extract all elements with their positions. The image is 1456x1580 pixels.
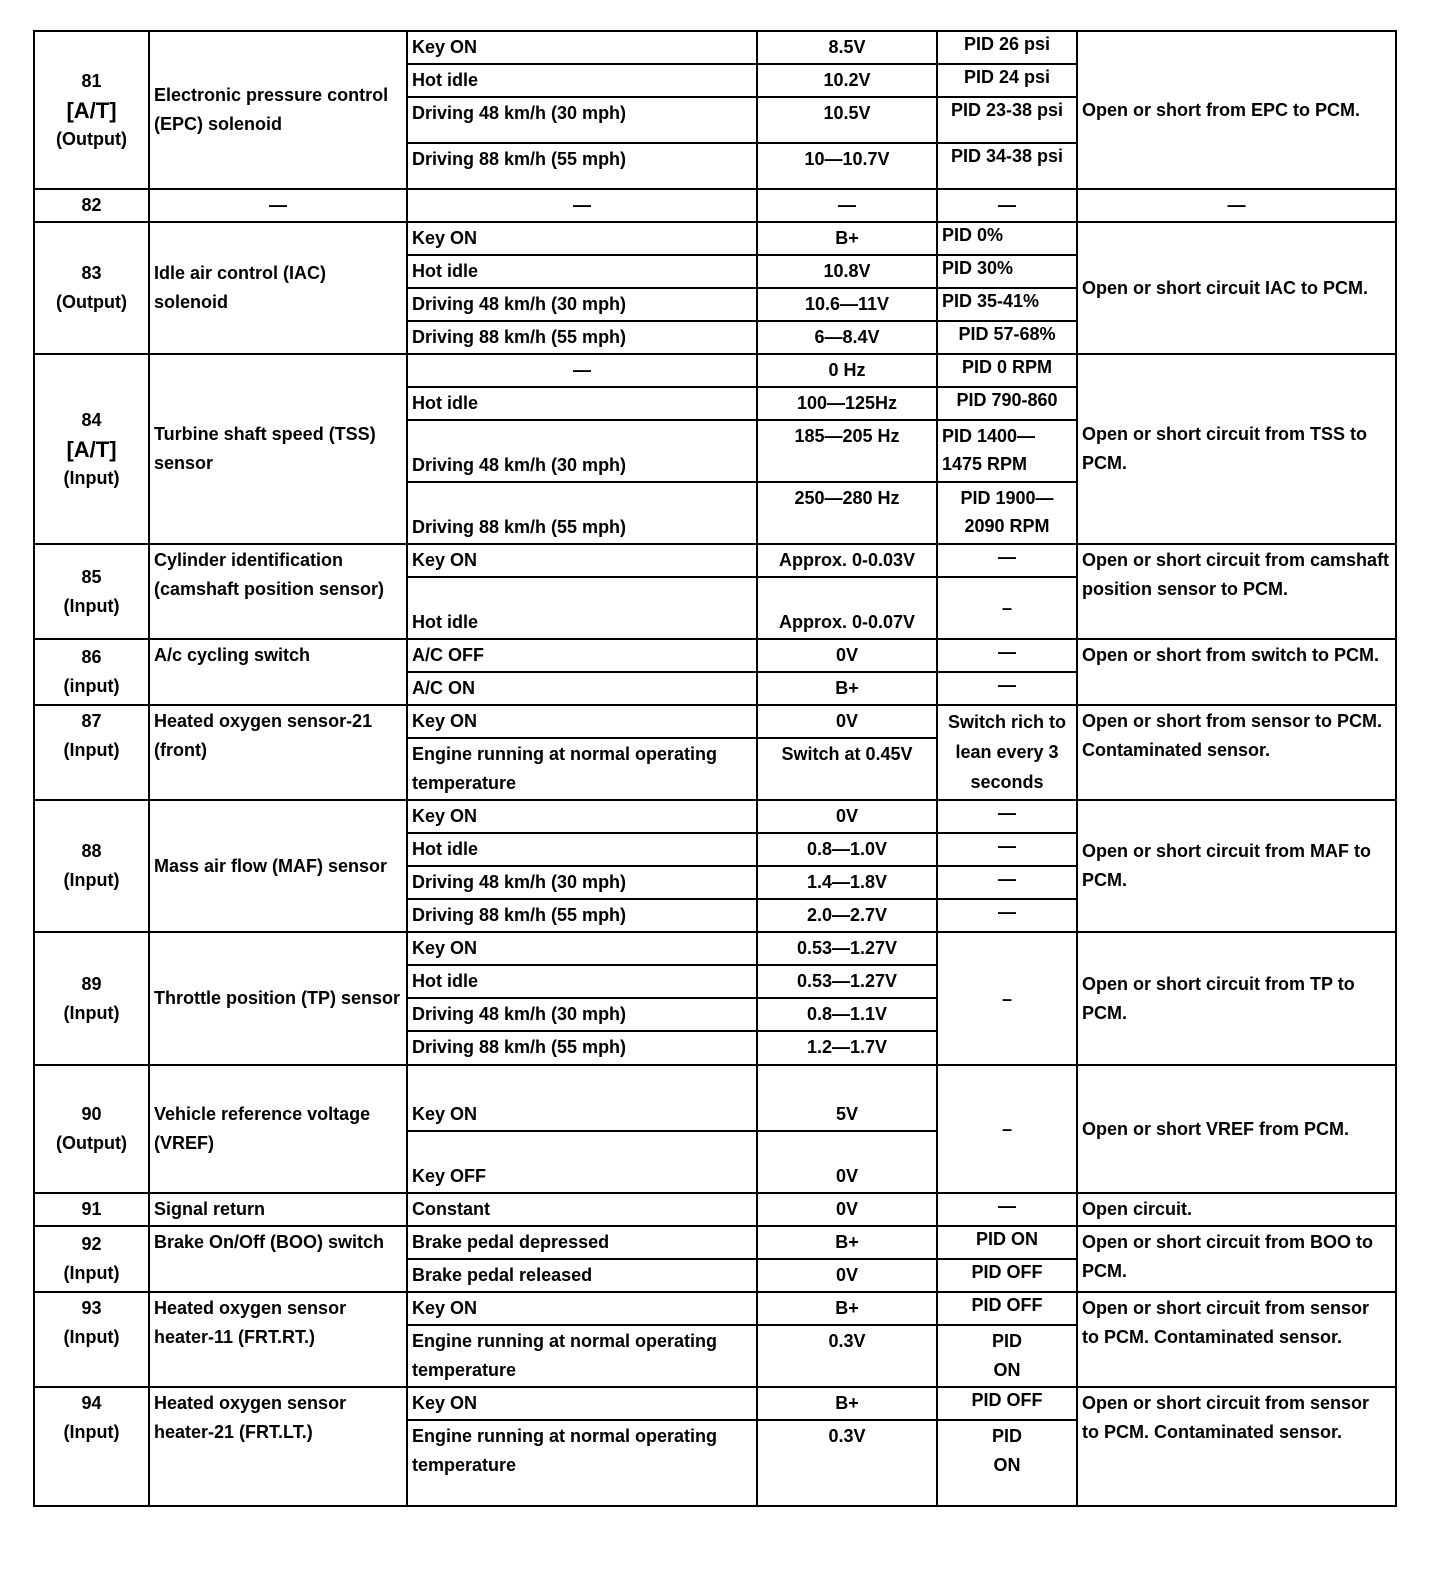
pin-io: (Output)	[56, 292, 127, 312]
pid-value: Switch rich to lean every 3 seconds	[937, 705, 1077, 800]
voltage: 0.53—1.27V	[757, 965, 937, 998]
pid-value: —	[937, 544, 1077, 577]
table-row	[34, 544, 1396, 577]
pid-value: PID 790-860	[937, 387, 1077, 420]
pid-value: PID ON	[937, 1226, 1077, 1259]
pid-value: —	[937, 899, 1077, 932]
pid-value: PID 0%	[937, 222, 1077, 255]
condition: Engine running at normal operating temperature	[407, 738, 757, 800]
pin-io: (Input)	[63, 1263, 120, 1283]
pin-cell	[34, 1226, 149, 1292]
frequency: 0 Hz	[757, 354, 937, 387]
pin-cell	[34, 1292, 149, 1387]
pid-value: –	[937, 932, 1077, 1065]
voltage: 0.8—1.0V	[757, 833, 937, 866]
voltage: 0.53—1.27V	[757, 932, 937, 965]
condition: Driving 48 km/h (30 mph)	[407, 288, 757, 321]
condition: Key ON	[407, 1065, 757, 1131]
pid-value: PID OFF	[937, 1387, 1077, 1420]
condition: Brake pedal released	[407, 1259, 757, 1292]
pin-cell	[34, 639, 149, 705]
voltage: 10.8V	[757, 255, 937, 288]
pid-value: —	[937, 672, 1077, 705]
pid-value: PID 0 RPM	[937, 354, 1077, 387]
condition: Driving 48 km/h (30 mph)	[407, 420, 757, 482]
voltage: 0.3V	[757, 1325, 937, 1387]
voltage: B+	[757, 1387, 937, 1420]
condition: Engine running at normal operating temperature	[407, 1420, 757, 1506]
signal-name: Idle air control (IAC) solenoid	[149, 222, 407, 354]
pid-value: PID 23-38 psi	[937, 97, 1077, 143]
pid-value: —	[937, 189, 1077, 222]
pin-table	[33, 30, 1397, 1507]
pin-io: (Input)	[63, 1327, 120, 1347]
signal-name: Heated oxygen sensor-21 (front)	[149, 705, 407, 800]
pid-value: PID 24 psi	[937, 64, 1077, 97]
table-row	[34, 31, 1396, 64]
table-row	[34, 1065, 1396, 1131]
pin-number: 92	[81, 1234, 102, 1254]
voltage: Approx. 0-0.03V	[757, 544, 937, 577]
condition: Constant	[407, 1193, 757, 1226]
pin-tag: [A/T]	[66, 97, 117, 123]
table-row	[34, 705, 1396, 738]
table-row	[34, 1193, 1396, 1226]
condition: Key ON	[407, 544, 757, 577]
voltage: 0V	[757, 1193, 937, 1226]
pin-number: 87	[81, 711, 102, 731]
pin-cell	[34, 1065, 149, 1193]
voltage: 10.5V	[757, 97, 937, 143]
pin-io: (Input)	[63, 1002, 120, 1023]
table-row	[34, 1387, 1396, 1420]
pin-number: 90	[81, 1104, 102, 1124]
condition: Key ON	[407, 1292, 757, 1325]
pid-value: PID OFF	[937, 1259, 1077, 1292]
condition: Driving 88 km/h (55 mph)	[407, 143, 757, 189]
pid-value: PID 57-68%	[937, 321, 1077, 354]
pin-io: (Input)	[63, 1422, 120, 1442]
pid-value: –	[937, 1065, 1077, 1193]
voltage: 1.2—1.7V	[757, 1031, 937, 1065]
frequency: 250—280 Hz	[757, 482, 937, 544]
condition: Key ON	[407, 222, 757, 255]
signal-name: —	[149, 189, 407, 222]
table-row	[34, 932, 1396, 965]
signal-name: Electronic pressure control (EPC) solenoid	[149, 31, 407, 189]
pin-cell	[34, 932, 149, 1065]
pin-cell	[34, 222, 149, 354]
voltage: 0V	[757, 800, 937, 833]
pin-number: 82	[34, 189, 149, 222]
pin-io: (Input)	[63, 740, 120, 760]
pin-cell	[34, 544, 149, 639]
condition: —	[407, 189, 757, 222]
pin-cell	[34, 1387, 149, 1506]
pin-number: 93	[81, 1298, 102, 1318]
voltage: Switch at 0.45V	[757, 738, 937, 800]
possible-cause: Open or short VREF from PCM.	[1077, 1065, 1396, 1193]
voltage: Approx. 0-0.07V	[757, 577, 937, 639]
pin-number: 91	[34, 1193, 149, 1226]
condition: Driving 88 km/h (55 mph)	[407, 482, 757, 544]
voltage: B+	[757, 672, 937, 705]
voltage: 10.2V	[757, 64, 937, 97]
table-row	[34, 1226, 1396, 1259]
condition: Hot idle	[407, 64, 757, 97]
frequency: 100—125Hz	[757, 387, 937, 420]
pid-value: PID ON	[937, 1325, 1077, 1387]
pin-cell	[34, 800, 149, 932]
pid-value: PID 1400—1475 RPM	[937, 420, 1077, 482]
table-row	[34, 800, 1396, 833]
possible-cause: Open circuit.	[1077, 1193, 1396, 1226]
possible-cause: Open or short circuit from TSS to PCM.	[1077, 354, 1396, 544]
condition: A/C ON	[407, 672, 757, 705]
pin-cell	[34, 354, 149, 544]
signal-name: Heated oxygen sensor heater-21 (FRT.LT.)	[149, 1387, 407, 1506]
pin-tag: [A/T]	[66, 436, 117, 462]
pin-io: (Input)	[63, 467, 120, 488]
voltage: 10.6—11V	[757, 288, 937, 321]
voltage: 8.5V	[757, 31, 937, 64]
signal-name: Signal return	[149, 1193, 407, 1226]
possible-cause: Open or short from sensor to PCM. Contaminated sensor.	[1077, 705, 1396, 800]
pin-number: 81	[81, 70, 102, 91]
condition: Driving 88 km/h (55 mph)	[407, 899, 757, 932]
table-row	[34, 639, 1396, 672]
condition: Driving 48 km/h (30 mph)	[407, 97, 757, 143]
condition: A/C OFF	[407, 639, 757, 672]
pid-value: PID 1900—2090 RPM	[937, 482, 1077, 544]
table-row	[34, 354, 1396, 387]
voltage: —	[757, 189, 937, 222]
signal-name: Vehicle reference voltage (VREF)	[149, 1065, 407, 1193]
pin-io: (Output)	[56, 1133, 127, 1153]
voltage: 0V	[757, 1131, 937, 1193]
condition: Hot idle	[407, 965, 757, 998]
condition: Driving 88 km/h (55 mph)	[407, 321, 757, 354]
condition: Hot idle	[407, 255, 757, 288]
possible-cause: Open or short circuit from MAF to PCM.	[1077, 800, 1396, 932]
pin-number: 88	[81, 841, 102, 861]
table-row	[34, 1292, 1396, 1325]
pid-value: —	[937, 800, 1077, 833]
voltage: 10—10.7V	[757, 143, 937, 189]
possible-cause: Open or short from EPC to PCM.	[1077, 31, 1396, 189]
pin-number: 89	[81, 973, 102, 994]
pid-value: PID ON	[937, 1420, 1077, 1506]
pin-io: (Input)	[63, 595, 120, 616]
condition: Key ON	[407, 31, 757, 64]
voltage: 0V	[757, 705, 937, 738]
pid-value: —	[937, 833, 1077, 866]
pid-value: —	[937, 639, 1077, 672]
condition: Driving 48 km/h (30 mph)	[407, 998, 757, 1031]
pin-number: 94	[81, 1393, 102, 1413]
pin-number: 84	[81, 409, 102, 430]
voltage: 0.3V	[757, 1420, 937, 1506]
signal-name: Brake On/Off (BOO) switch	[149, 1226, 407, 1292]
possible-cause: Open or short circuit from sensor to PCM. Contaminated sensor.	[1077, 1292, 1396, 1387]
voltage: 6—8.4V	[757, 321, 937, 354]
possible-cause: Open or short circuit from TP to PCM.	[1077, 932, 1396, 1065]
table-row	[34, 222, 1396, 255]
pin-number: 86	[81, 647, 102, 667]
voltage: 0V	[757, 639, 937, 672]
condition: Driving 48 km/h (30 mph)	[407, 866, 757, 899]
voltage: B+	[757, 1292, 937, 1325]
pcm-pin-reference-table	[33, 30, 1397, 1507]
condition: —	[407, 354, 757, 387]
signal-name: Throttle position (TP) sensor	[149, 932, 407, 1065]
possible-cause: Open or short circuit IAC to PCM.	[1077, 222, 1396, 354]
condition: Engine running at normal operating temperature	[407, 1325, 757, 1387]
condition: Hot idle	[407, 387, 757, 420]
signal-name: A/c cycling switch	[149, 639, 407, 705]
signal-name: Cylinder identification (camshaft position sensor)	[149, 544, 407, 639]
pid-value: PID 35-41%	[937, 288, 1077, 321]
voltage: 0V	[757, 1259, 937, 1292]
condition: Hot idle	[407, 577, 757, 639]
frequency: 185—205 Hz	[757, 420, 937, 482]
voltage: B+	[757, 1226, 937, 1259]
voltage: B+	[757, 222, 937, 255]
pin-cell	[34, 31, 149, 189]
pid-value: PID 30%	[937, 255, 1077, 288]
pin-cell	[34, 705, 149, 800]
condition: Key ON	[407, 705, 757, 738]
possible-cause: Open or short circuit from sensor to PCM. Contaminated sensor.	[1077, 1387, 1396, 1506]
condition: Key ON	[407, 1387, 757, 1420]
pin-number: 83	[81, 263, 102, 283]
pin-io: (Input)	[63, 870, 120, 890]
pid-value: PID 34-38 psi	[937, 143, 1077, 189]
signal-name: Heated oxygen sensor heater-11 (FRT.RT.)	[149, 1292, 407, 1387]
pid-value: PID 26 psi	[937, 31, 1077, 64]
condition: Hot idle	[407, 833, 757, 866]
possible-cause: —	[1077, 189, 1396, 222]
pin-number: 85	[81, 566, 102, 587]
voltage: 5V	[757, 1065, 937, 1131]
condition: Key ON	[407, 800, 757, 833]
signal-name: Turbine shaft speed (TSS) sensor	[149, 354, 407, 544]
condition: Key ON	[407, 932, 757, 965]
possible-cause: Open or short from switch to PCM.	[1077, 639, 1396, 705]
pin-io: (Output)	[56, 128, 127, 149]
condition: Driving 88 km/h (55 mph)	[407, 1031, 757, 1065]
pid-value: –	[937, 577, 1077, 639]
voltage: 2.0—2.7V	[757, 899, 937, 932]
table-row	[34, 189, 1396, 222]
signal-name: Mass air flow (MAF) sensor	[149, 800, 407, 932]
voltage: 1.4—1.8V	[757, 866, 937, 899]
possible-cause: Open or short circuit from camshaft position sensor to PCM.	[1077, 544, 1396, 639]
pid-value: —	[937, 1193, 1077, 1226]
pin-io: (input)	[63, 676, 120, 696]
condition: Brake pedal depressed	[407, 1226, 757, 1259]
condition: Key OFF	[407, 1131, 757, 1193]
pid-value: —	[937, 866, 1077, 899]
pid-value: PID OFF	[937, 1292, 1077, 1325]
voltage: 0.8—1.1V	[757, 998, 937, 1031]
possible-cause: Open or short circuit from BOO to PCM.	[1077, 1226, 1396, 1292]
